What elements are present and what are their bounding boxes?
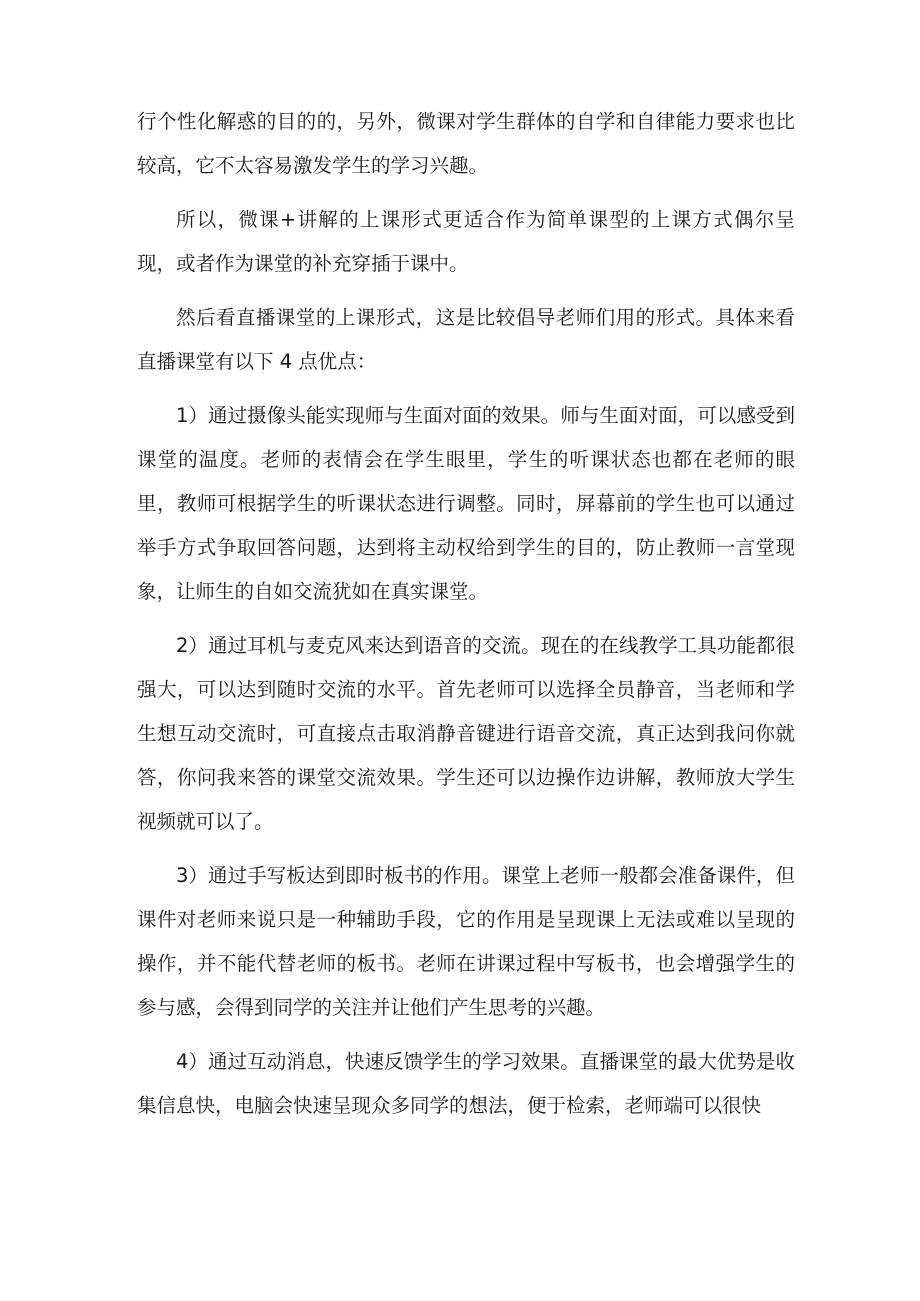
paragraph-5: 2）通过耳机与麦克风来达到语音的交流。现在的在线教学工具功能都很强大，可以达到随时交流的水平。首先老师可以选择全员静音，当老师和学生想互动交流时，可直接点击取消静音键进行语音交流，真正达到我问你就答，你问我来答的课堂交流效果。学生还可以边操作边讲解，教师放大学生视频就可以了。 [137,634,795,833]
paragraph-2: 所以，微课+讲解的上课形式更适合作为简单课型的上课方式偶尔呈现，或者作为课堂的补充穿插于课中。 [137,208,795,275]
paragraph-6: 3）通过手写板达到即时板书的作用。课堂上老师一般都会准备课件，但课件对老师来说只是一种辅助手段，它的作用是呈现课上无法或难以呈现的操作，并不能代替老师的板书。老师在讲课过程中写板书，也会增强学生的参与感，会得到同学的关注并让他们产生思考的兴趣。 [137,864,795,1019]
paragraph-1: 行个性化解惑的目的的，另外，微课对学生群体的自学和自律能力要求也比较高，它不太容易激发学生的学习兴趣。 [137,110,795,177]
paragraph-7: 4）通过互动消息，快速反馈学生的学习效果。直播课堂的最大优势是收集信息快，电脑会快速呈现众多同学的想法，便于检索，老师端可以很快 [137,1050,795,1117]
document-body [137,100,795,1138]
paragraph-4: 1）通过摄像头能实现师与生面对面的效果。师与生面对面，可以感受到课堂的温度。老师的表情会在学生眼里，学生的听课状态也都在老师的眼里，教师可根据学生的听课状态进行调整。同时，屏幕前的学生也可以通过举手方式争取回答问题，达到将主动权给到学生的目的，防止教师一言堂现象，让师生的自如交流犹如在真实课堂。 [137,404,795,603]
paragraph-3: 然后看直播课堂的上课形式，这是比较倡导老师们用的形式。具体来看直播课堂有以下 4 点优点： [137,306,795,373]
